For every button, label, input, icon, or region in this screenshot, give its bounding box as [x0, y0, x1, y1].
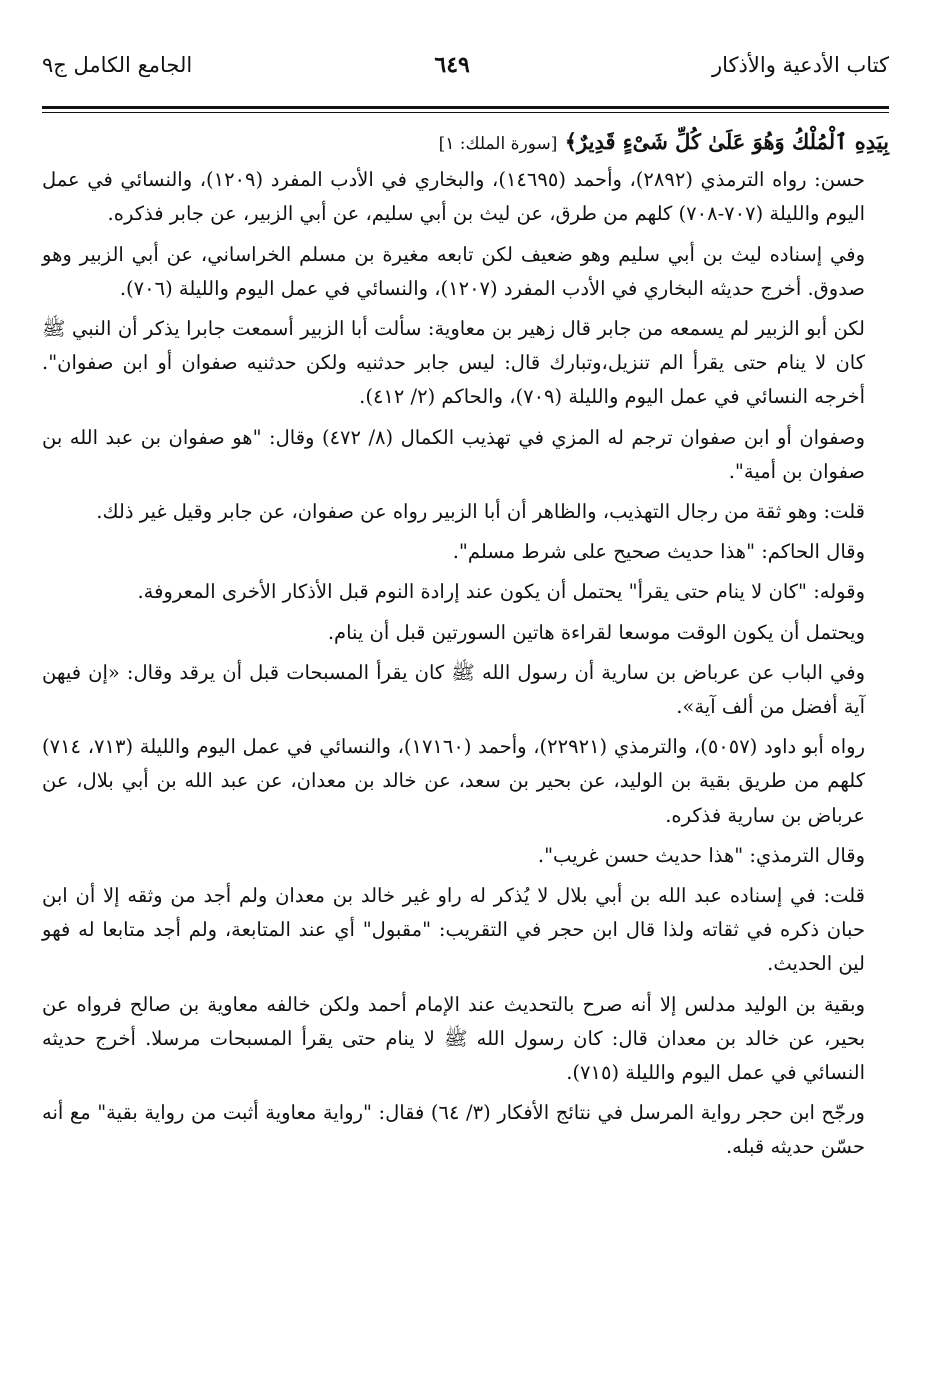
- paragraph: وقال الترمذي: "هذا حديث حسن غريب".: [537, 843, 865, 867]
- paragraph: وفي الباب عن عرباض بن سارية أن رسول الله ﷺ كان يقرأ المسبحات قبل أن يرقد وقال: «إن فيهن آية أفضل من ألف آية».: [42, 660, 865, 719]
- quran-verse: [42, 125, 889, 161]
- paragraph: وصفوان أو ابن صفوان ترجم له المزي في تهذيب الكمال (٨/ ٤٧٢) وقال: "هو صفوان بن عبد الله بن صفوان بن أمية".: [42, 425, 865, 483]
- header-rule-thick: [42, 106, 889, 109]
- page-number: ٦٤٩: [434, 52, 470, 78]
- book-page: [42, 52, 889, 1374]
- verse-reference: [سورة الملك: ١]: [438, 134, 558, 154]
- paragraph: قلت: وهو ثقة من رجال التهذيب، والظاهر أن أبا الزبير رواه عن صفوان، عن جابر وقيل غير ذلك.: [96, 500, 865, 524]
- paragraph: رواه أبو داود (٥٠٥٧)، والترمذي (٢٢٩٢١)، وأحمد (١٧١٦٠)، والنسائي في عمل اليوم والليلة (٧١٣، ٧١٤) كلهم من طريق بقية بن الوليد، عن بحير بن سعد، عن خالد بن معدان، عن عبد الله بن أبي بلال، عن عرباض بن سارية فذكره.: [42, 735, 865, 827]
- header-rule-thin: [42, 112, 889, 113]
- paragraph: لكن أبو الزبير لم يسمعه من جابر قال زهير بن معاوية: سألت أبا الزبير أسمعت جابرا يذكر أن النبي ﷺ كان لا ينام حتى يقرأ الم تنزيل،وتبارك قال: ليس جابر حدثنيه ولكن حدثنيه صفوان أو ابن صفوان". أخرجه النسائي في عمل اليوم والليلة (٧٠٩)، والحاكم (٢/ ٤١٢).: [42, 317, 865, 409]
- verse-text: بِيَدِهِ ٱلْمُلْكُ وَهُوَ عَلَىٰ كُلِّ شَىْءٍ قَدِيرٌ﴾: [564, 129, 889, 154]
- paragraph: وبقية بن الوليد مدلس إلا أنه صرح بالتحديث عند الإمام أحمد ولكن خالفه معاوية بن صالح فرواه عن بحير، عن خالد بن معدان قال: كان رسول الله ﷺ لا ينام حتى يقرأ المسبحات مرسلا. أخرج حديثه النسائي في عمل اليوم والليلة (٧١٥).: [42, 992, 865, 1085]
- page-body: [42, 125, 889, 1165]
- paragraph: قلت: في إسناده عبد الله بن أبي بلال لا يُذكر له راو غير خالد بن معدان ولم أجد من وثقه إلا أن ابن حبان ذكره في ثقاته ولذا قال ابن حجر في التقريب: "مقبول" أي عند المتابعة، ولم أجد متابعا له فهو لين الحديث.: [42, 884, 865, 976]
- paragraph: ورجّح ابن حجر رواية المرسل في نتائج الأفكار (٣/ ٦٤) فقال: "رواية معاوية أثبت من رواية بقية" مع أنه حسّن حديثه قبله.: [42, 1101, 865, 1159]
- paragraph: وقال الحاكم: "هذا حديث صحيح على شرط مسلم".: [452, 540, 865, 564]
- paragraph: وقوله: "كان لا ينام حتى يقرأ" يحتمل أن يكون عند إرادة النوم قبل الأذكار الأخرى المعروفة.: [137, 580, 865, 604]
- paragraph: وفي إسناده ليث بن أبي سليم وهو ضعيف لكن تابعه مغيرة بن مسلم الخراساني، عن أبي الزبير وهو صدوق. أخرج حديثه البخاري في الأدب المفرد (١٢٠٧)، والنسائي في عمل اليوم والليلة (٧٠٦).: [42, 242, 865, 300]
- series-title: الجامع الكامل ج٩: [42, 53, 193, 77]
- page-header: [42, 52, 889, 104]
- paragraph: ويحتمل أن يكون الوقت موسعا لقراءة هاتين السورتين قبل أن ينام.: [327, 620, 865, 644]
- book-title: كتاب الأدعية والأذكار: [712, 53, 889, 77]
- paragraph: حسن: رواه الترمذي (٢٨٩٢)، وأحمد (١٤٦٩٥)، والبخاري في الأدب المفرد (١٢٠٩)، والنسائي في عمل اليوم والليلة (٧٠٧-٧٠٨) كلهم من طرق، عن ليث بن أبي سليم، عن أبي الزبير، عن جابر فذكره.: [42, 168, 865, 226]
